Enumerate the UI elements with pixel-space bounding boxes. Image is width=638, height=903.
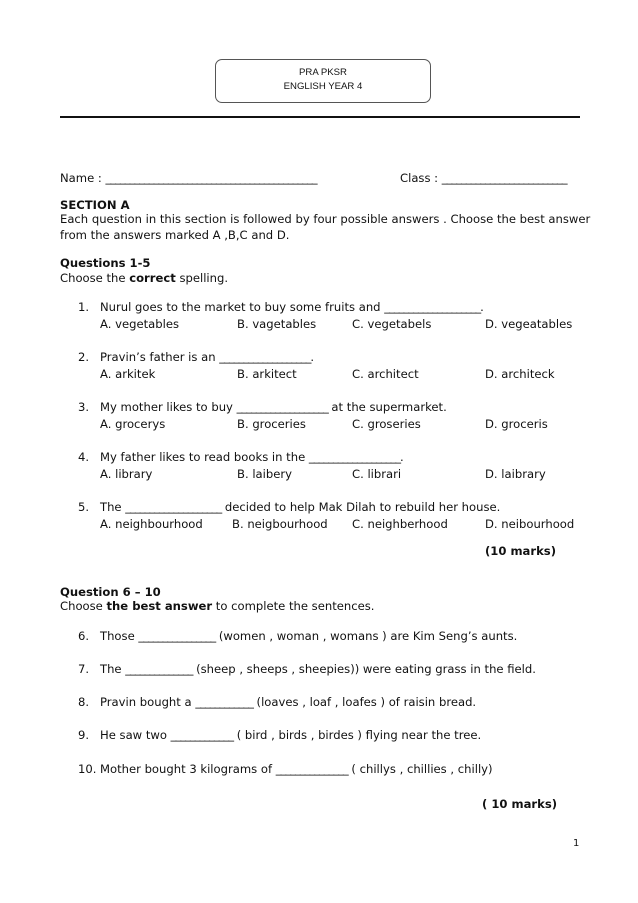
question-text-pre: He saw two [100, 728, 171, 742]
section-a-instructions-line2: from the answers marked A ,B,C and D. [60, 228, 290, 242]
section-a-title: SECTION A [60, 198, 130, 212]
answer-blank[interactable]: ______________ [125, 662, 193, 676]
answer-option-a[interactable]: A. library [100, 467, 153, 481]
question-number: 1. [78, 300, 90, 314]
name-blank[interactable]: ____________________________________________ [105, 171, 317, 185]
question-text-post: at the supermarket. [327, 400, 447, 414]
question-text [100, 762, 493, 776]
answer-option-d[interactable]: D. architeck [485, 367, 555, 381]
question-number: 7. [78, 662, 90, 676]
page-number: 1 [573, 838, 580, 849]
class-blank[interactable]: __________________________ [441, 171, 567, 185]
answer-option-c[interactable]: C. neighberhood [352, 517, 448, 531]
question-text-post: ( bird , birds , birdes ) flying near the tree. [233, 728, 482, 742]
question-text [100, 450, 404, 464]
answer-blank[interactable]: ___________________ [219, 350, 311, 364]
answer-option-b[interactable]: B. vagetables [237, 317, 317, 331]
question-number: 2. [78, 350, 90, 364]
question-number: 9. [78, 728, 90, 742]
part1-instruction [60, 271, 228, 285]
question-text [100, 662, 536, 676]
question-number: 8. [78, 695, 90, 709]
section-a-instructions-line1: Each question in this section is followed by four possible answers . Choose the best answer [60, 212, 591, 226]
exam-subtitle: ENGLISH YEAR 4 [283, 81, 363, 92]
part2-instruction [60, 599, 374, 613]
part2-instruction-post: to complete the sentences. [212, 599, 375, 613]
question-text [100, 300, 484, 314]
question-text-pre: The [100, 662, 126, 676]
class-line [400, 171, 567, 185]
answer-option-b[interactable]: B. neigbourhood [232, 517, 328, 531]
question-text-pre: Mother bought 3 kilograms of [100, 762, 276, 776]
question-text-pre: Pravin’s father is an [100, 350, 220, 364]
question-number: 10. [78, 762, 97, 776]
part1-heading: Questions 1-5 [60, 256, 151, 270]
question-text-post: (loaves , loaf , loafes ) of raisin bread. [252, 695, 477, 709]
answer-blank[interactable]: ____________ [195, 695, 253, 709]
question-number: 6. [78, 629, 90, 643]
answer-blank[interactable]: ___________________ [308, 450, 401, 464]
answer-blank[interactable]: ___________________ [236, 400, 328, 414]
question-text-post: (sheep , sheeps , sheepies)) were eating grass in the field. [192, 662, 536, 676]
question-text-pre: Nurul goes to the market to buy some fruits and [100, 300, 385, 314]
question-text-pre: My father likes to read books in the [100, 450, 309, 464]
part2-heading: Question 6 – 10 [60, 585, 161, 599]
part2-instruction-pre: Choose [60, 599, 107, 613]
name-label: Name : [60, 171, 102, 185]
answer-option-b[interactable]: B. arkitect [237, 367, 297, 381]
question-text-post: (women , woman , womans ) are Kim Seng’s aunts. [215, 629, 518, 643]
exam-title: PRA PKSR [299, 67, 347, 78]
answer-option-a[interactable]: A. neighbourhood [100, 517, 203, 531]
answer-option-d[interactable]: D. laibrary [485, 467, 546, 481]
part1-instruction-pre: Choose the [60, 271, 130, 285]
header-divider [60, 116, 580, 118]
answer-option-d[interactable]: D. vegeatables [485, 317, 573, 331]
answer-option-d[interactable]: D. neibourhood [485, 517, 575, 531]
question-text-post: ( chillys , chillies , chilly) [347, 762, 493, 776]
answer-option-c[interactable]: C. vegetabels [352, 317, 432, 331]
answer-option-a[interactable]: A. vegetables [100, 317, 179, 331]
exam-header-box [215, 59, 431, 103]
answer-option-a[interactable]: A. arkitek [100, 367, 156, 381]
part1-marks: (10 marks) [485, 544, 557, 558]
question-text [100, 350, 314, 364]
question-number: 3. [78, 400, 90, 414]
question-number: 4. [78, 450, 90, 464]
question-text-pre: My mother likes to buy [100, 400, 237, 414]
part2-instruction-bold: the best answer [106, 599, 213, 613]
answer-option-a[interactable]: A. grocerys [100, 417, 166, 431]
question-text [100, 695, 476, 709]
answer-option-c[interactable]: C. groseries [352, 417, 421, 431]
answer-option-b[interactable]: B. laibery [237, 467, 292, 481]
part1-instruction-post: spelling. [175, 271, 229, 285]
question-text-pre: Those [100, 629, 139, 643]
answer-blank[interactable]: _______________ [275, 762, 348, 776]
answer-option-c[interactable]: C. architect [352, 367, 419, 381]
question-text-pre: The [100, 500, 126, 514]
question-number: 5. [78, 500, 90, 514]
question-text-post: decided to help Mak Dilah to rebuild her house. [221, 500, 501, 514]
question-text [100, 400, 447, 414]
question-text-pre: Pravin bought a [100, 695, 196, 709]
class-label: Class : [400, 171, 439, 185]
question-text [100, 629, 517, 643]
answer-blank[interactable]: ____________________ [384, 300, 481, 314]
answer-option-b[interactable]: B. groceries [237, 417, 306, 431]
answer-option-d[interactable]: D. groceris [485, 417, 548, 431]
question-text [100, 500, 500, 514]
question-text-post: . [480, 300, 484, 314]
question-text-post: . [400, 450, 404, 464]
answer-blank[interactable]: ________________ [138, 629, 216, 643]
answer-blank[interactable]: ____________________ [125, 500, 222, 514]
answer-blank[interactable]: _____________ [170, 728, 234, 742]
question-text-post: . [310, 350, 315, 364]
name-line [60, 171, 317, 185]
part2-marks: ( 10 marks) [482, 797, 558, 811]
part1-instruction-bold: correct [129, 271, 176, 285]
answer-option-c[interactable]: C. librari [352, 467, 402, 481]
question-text [100, 728, 481, 742]
